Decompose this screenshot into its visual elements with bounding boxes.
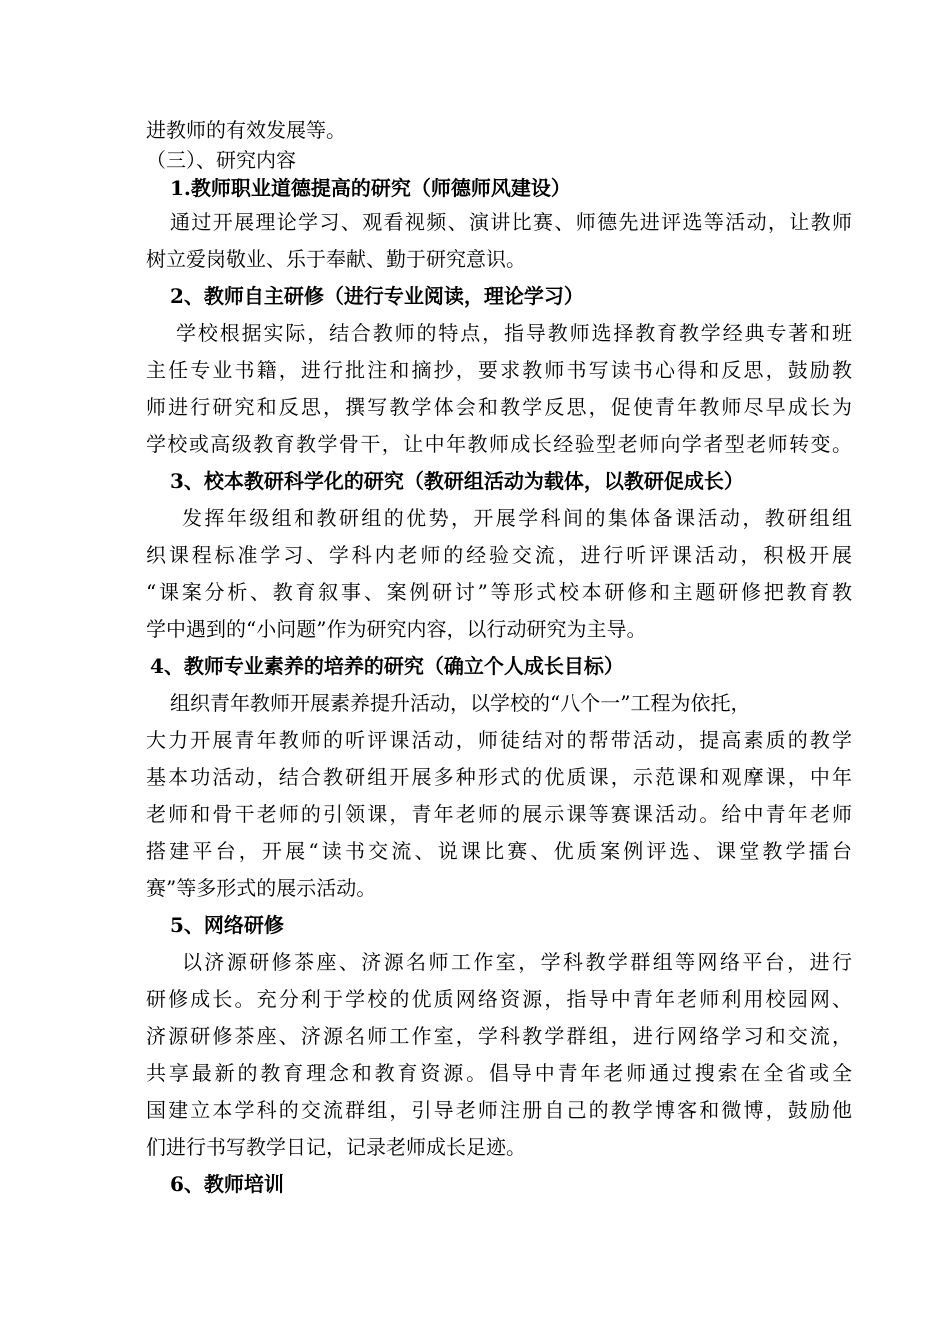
text-line: 大力开展青年教师的听评课活动，师徒结对的帮带活动，提高素质的教学 xyxy=(146,728,852,752)
text-line: 发挥年级组和教研组的优势，开展学科间的集体备课活动，教研组组 xyxy=(182,506,852,530)
text-line: 以济源研修茶座、济源名师工作室，学科教学群组等网络平台，进行 xyxy=(182,950,852,974)
text-line: 进教师的有效发展等。 xyxy=(146,118,346,142)
text-line: 师进行研究和反思，撰写教学体会和教学反思，促使青年教师尽早成长为 xyxy=(146,395,852,419)
text-line: 国建立本学科的交流群组，引导老师注册自己的教学博客和微博，鼓励他 xyxy=(146,1098,852,1122)
text-line: 搭建平台，开展“读书交流、说课比赛、优质案例评选、课堂教学擂台 xyxy=(146,839,852,863)
section-heading: （三）、研究内容 xyxy=(146,148,296,172)
text-line: “课案分析、教育叙事、案例研讨”等形式校本研修和主题研修把教育教 xyxy=(146,580,852,604)
text-line: 学校根据实际，结合教师的特点，指导教师选择教育教学经典专著和班 xyxy=(176,321,852,345)
text-line: 济源研修茶座、济源名师工作室，学科教学群组，进行网络学习和交流， xyxy=(146,1024,852,1048)
text-line: 老师和骨干老师的引领课，青年老师的展示课等赛课活动。给中青年老师 xyxy=(146,802,852,826)
subheading-1: 1.教师职业道德提高的研究（师德师风建设） xyxy=(170,176,571,200)
subheading-4: 4、教师专业素养的培养的研究（确立个人成长目标） xyxy=(150,654,624,678)
text-line: 组织青年教师开展素养提升活动，以学校的“八个一”工程为依托， xyxy=(170,691,751,715)
text-line: 共享最新的教育理念和教育资源。倡导中青年老师通过搜索在全省或全 xyxy=(146,1061,852,1085)
text-line: 主任专业书籍，进行批注和摘抄，要求教师书写读书心得和反思，鼓励教 xyxy=(146,358,852,382)
text-line: 赛”等多形式的展示活动。 xyxy=(146,876,377,900)
subheading-5: 5、网络研修 xyxy=(170,913,284,937)
text-line: 学中遇到的“小问题”作为研究内容，以行动研究为主导。 xyxy=(146,617,647,641)
text-line: 们进行书写教学日记，记录老师成长足迹。 xyxy=(146,1135,526,1159)
text-line: 树立爱岗敬业、乐于奉献、勤于研究意识。 xyxy=(146,247,526,271)
text-line: 织课程标准学习、学科内老师的经验交流，进行听评课活动，积极开展 xyxy=(146,543,852,567)
text-line: 通过开展理论学习、观看视频、演讲比赛、师德先进评选等活动，让教师 xyxy=(170,210,852,234)
text-line: 基本功活动，结合教研组开展多种形式的优质课，示范课和观摩课，中年 xyxy=(146,765,852,789)
subheading-2: 2、教师自主研修（进行专业阅读，理论学习） xyxy=(170,284,584,308)
text-line: 研修成长。充分利于学校的优质网络资源，指导中青年老师利用校园网、 xyxy=(146,987,852,1011)
text-line: 学校或高级教育教学骨干，让中年教师成长经验型老师向学者型老师转变。 xyxy=(146,432,852,456)
subheading-3: 3、校本教研科学化的研究（教研组活动为载体，以教研促成长） xyxy=(170,469,744,493)
subheading-6: 6、教师培训 xyxy=(170,1172,284,1196)
